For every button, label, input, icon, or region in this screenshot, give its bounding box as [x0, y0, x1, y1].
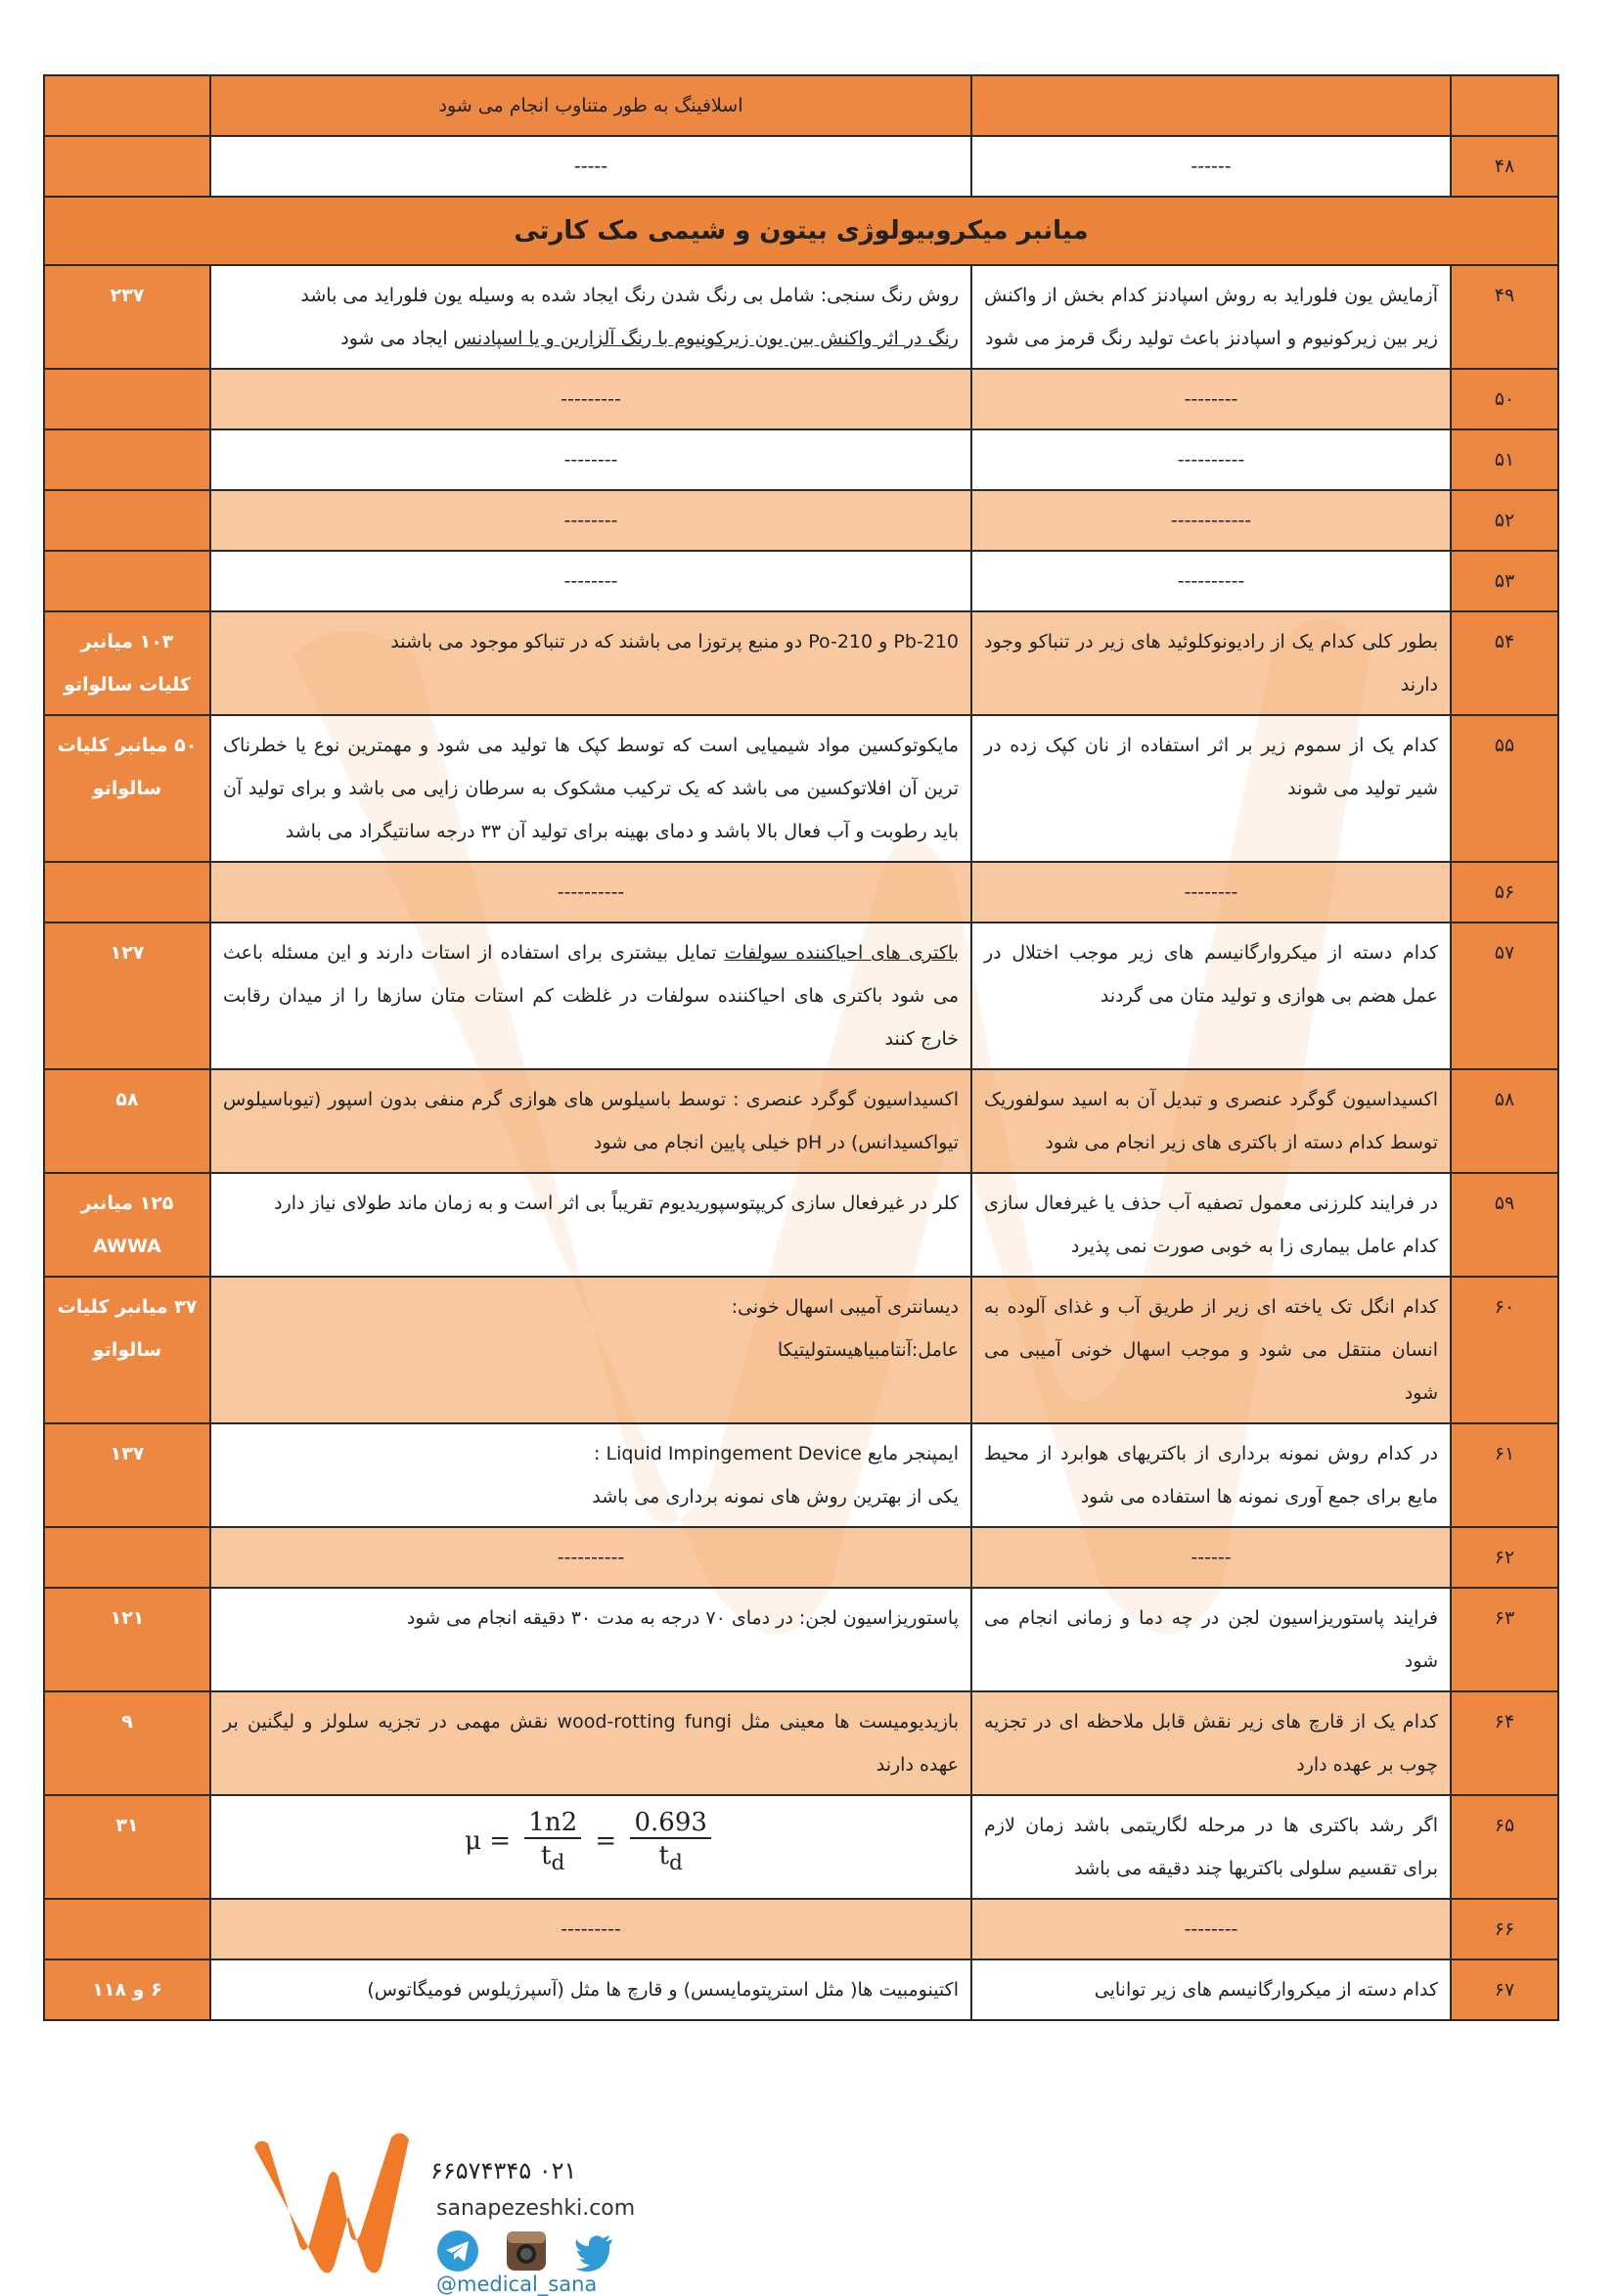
reference-cell: ۱۰۳ میانبر کلیات سالواتو: [44, 611, 210, 715]
row-number: ۶۶: [1451, 1899, 1558, 1959]
answer-text: عامل:آنتامبیاهیستولیتیکا: [777, 1339, 959, 1361]
telegram-icon[interactable]: [436, 2229, 479, 2273]
row-number: ۶۵: [1451, 1795, 1558, 1899]
table-row: [44, 490, 1558, 551]
answer-cell: --------: [210, 490, 971, 551]
answer-cell: [210, 1277, 971, 1423]
question-cell: در فرایند کلرزنی معمول تصفیه آب حذف یا غیرفعال سازی کدام عامل بیماری زا به خوبی صورت نمی پذیرد: [971, 1173, 1451, 1277]
answer-cell: Pb-210 و Po-210 دو منبع پرتوزا می باشند که در تنباکو موجود می باشند: [210, 611, 971, 715]
row-number: ۴۸: [1451, 136, 1558, 197]
question-cell: اگر رشد باکتری ها در مرحله لگاریتمی باشد زمان لازم برای تقسیم سلولی باکتریها چند دقیقه می باشد: [971, 1795, 1451, 1899]
answer-cell: ----------: [210, 862, 971, 923]
question-cell: آزمایش یون فلوراید به روش اسپادنز کدام بخش از واکنش زیر بین زیرکونیوم و اسپادنز باعث تولید رنگ قرمز می شود: [971, 265, 1451, 369]
social-icons: [436, 2229, 616, 2273]
formula-lhs: μ =: [465, 1825, 512, 1856]
reference-cell: ۵۸: [44, 1069, 210, 1173]
answer-text: یکی از بهترین روش های نمونه برداری می باشد: [592, 1486, 959, 1508]
reference-cell: ۳۷ میانبر کلیات سالواتو: [44, 1277, 210, 1423]
formula-fraction: [524, 1810, 581, 1874]
question-cell: فرایند پاستوریزاسیون لجن در چه دما و زمانی انجام می شود: [971, 1588, 1451, 1691]
question-cell: ----------: [971, 551, 1451, 611]
table-row: [44, 1588, 1558, 1691]
row-number: ۶۷: [1451, 1959, 1558, 2020]
row-number: ۵۸: [1451, 1069, 1558, 1173]
answer-text: تمایل بیشتری برای استفاده از استات دارند و این مسئله باعث می شود باکتری های احیاکننده سولفات در غلظت کم استات متان سازها را از میدان رقابت خارج کنند: [223, 942, 959, 1050]
question-cell: کدام یک از قارچ های زیر نقش قابل ملاحظه ای در تجزیه چوب بر عهده دارد: [971, 1691, 1451, 1795]
question-cell: ------: [971, 1527, 1451, 1588]
answer-cell: [210, 1423, 971, 1527]
table-row: [44, 429, 1558, 490]
question-cell: --------: [971, 1899, 1451, 1959]
formula-numerator: 0.693: [630, 1810, 710, 1839]
question-cell: ------------: [971, 490, 1451, 551]
reference-cell: ۱۲۱: [44, 1588, 210, 1691]
answer-text: روش رنگ سنجی: شامل بی رنگ شدن رنگ ایجاد شده به وسیله یون فلوراید می باشد: [300, 285, 959, 306]
answer-cell: [210, 923, 971, 1069]
formula-denominator: [630, 1839, 710, 1874]
formula-symbol: t: [658, 1841, 669, 1870]
instagram-icon[interactable]: [505, 2229, 548, 2273]
sana-logo: [245, 2128, 430, 2284]
table-row: [44, 1691, 1558, 1795]
reference-cell: [44, 862, 210, 923]
reference-cell: [44, 490, 210, 551]
answer-text: دیسانتری آمیبی اسهال خونی:: [731, 1296, 959, 1318]
reference-cell: ۵۰ میانبر کلیات سالواتو: [44, 715, 210, 862]
row-number: ۶۰: [1451, 1277, 1558, 1423]
reference-cell: [44, 75, 210, 136]
row-number: ۵۳: [1451, 551, 1558, 611]
reference-cell: [44, 369, 210, 429]
row-number: ۵۲: [1451, 490, 1558, 551]
row-number: ۶۴: [1451, 1691, 1558, 1795]
growth-rate-formula: [223, 1804, 959, 1874]
answer-cell: اسلافینگ به طور متناوب انجام می شود: [210, 75, 971, 136]
reference-cell: ۹: [44, 1691, 210, 1795]
answer-text: ایمپنجر مایع Liquid Impingement Device :: [594, 1443, 959, 1464]
twitter-icon[interactable]: [573, 2229, 616, 2273]
answer-underlined-text: رنگ در اثر واکنش بین یون زیرکونیوم با رنگ آلزارین و یا اسپادنس: [453, 328, 959, 349]
table-row: [44, 1277, 1558, 1423]
answer-cell: ---------: [210, 1899, 971, 1959]
table-row: [44, 715, 1558, 862]
table-row: [44, 1959, 1558, 2020]
table-row: [44, 923, 1558, 1069]
website-link[interactable]: sanapezeshki.com: [436, 2196, 636, 2221]
formula-fraction: [630, 1810, 710, 1874]
answer-cell: بازیدیومیست ها معینی مثل wood-rotting fungi نقش مهمی در تجزیه سلولز و لیگنین بر عهده دارند: [210, 1691, 971, 1795]
formula-subscript: d: [668, 1851, 683, 1876]
row-number: ۶۱: [1451, 1423, 1558, 1527]
phone-number: ۰۲۱ ۶۶۵۷۴۳۴۵: [430, 2157, 577, 2184]
answer-cell: [210, 1795, 971, 1899]
reference-cell: ۲۳۷: [44, 265, 210, 369]
row-number: ۵۶: [1451, 862, 1558, 923]
question-cell: ------: [971, 136, 1451, 197]
answer-cell: -----: [210, 136, 971, 197]
question-cell: در کدام روش نمونه برداری از باکتریهای هوابرد از محیط مایع برای جمع آوری نمونه ها استفاده می شود: [971, 1423, 1451, 1527]
row-number: [1451, 75, 1558, 136]
answer-cell: ----------: [210, 1527, 971, 1588]
answer-cell: اکتینومبیت ها( مثل استرپتومایسس) و قارچ ها مثل (آسپرژیلوس فومیگاتوس): [210, 1959, 971, 2020]
reference-cell: [44, 429, 210, 490]
qa-table: [43, 74, 1559, 2021]
question-cell: کدام یک از سموم زیر بر اثر استفاده از نان کپک زده در شیر تولید می شوند: [971, 715, 1451, 862]
table-row: [44, 75, 1558, 136]
table-row: [44, 369, 1558, 429]
answer-cell: --------: [210, 429, 971, 490]
answer-cell: اکسیداسیون گوگرد عنصری : توسط باسیلوس های هوازی گرم منفی بدون اسپور (تیوباسیلوس تیواکسیدانس) در pH خیلی پایین انجام می شود: [210, 1069, 971, 1173]
answer-cell: مایکوتوکسین مواد شیمیایی است که توسط کپک ها تولید می شود و مهمترین نوع یا خطرناک ترین آن افلاتوکسین می باشد که یک ترکیب مشکوک به سرطان زایی می باشد و برای تولید آن باید رطوبت و آب فعال بالا باشد و دمای بهینه برای تولید آن ۳۳ درجه سانتیگراد می باشد: [210, 715, 971, 862]
answer-cell: کلر در غیرفعال سازی کریپتوسپوریدیوم تقریباً بی اثر است و به زمان ماند طولای نیاز دارد: [210, 1173, 971, 1277]
reference-cell: [44, 1899, 210, 1959]
table-row: [44, 1173, 1558, 1277]
row-number: ۵۰: [1451, 369, 1558, 429]
answer-text: ایجاد می شود: [340, 328, 454, 349]
row-number: ۶۲: [1451, 1527, 1558, 1588]
reference-cell: [44, 1527, 210, 1588]
reference-cell: ۱۲۵ میانبر AWWA: [44, 1173, 210, 1277]
formula-equals: =: [595, 1825, 617, 1856]
table-row: [44, 1423, 1558, 1527]
table-row: [44, 136, 1558, 197]
question-cell: کدام دسته از میکروارگانیسم های زیر موجب اختلال در عمل هضم بی هوازی و تولید متان می گردند: [971, 923, 1451, 1069]
row-number: ۵۱: [1451, 429, 1558, 490]
formula-symbol: t: [541, 1841, 552, 1870]
table-row: [44, 1899, 1558, 1959]
question-cell: [971, 75, 1451, 136]
question-cell: --------: [971, 862, 1451, 923]
row-number: ۵۷: [1451, 923, 1558, 1069]
table-row: [44, 1527, 1558, 1588]
reference-cell: ۱۲۷: [44, 923, 210, 1069]
reference-cell: ۱۳۷: [44, 1423, 210, 1527]
footer: [245, 2128, 734, 2296]
social-handle[interactable]: @medical_sana: [436, 2273, 598, 2296]
question-cell: اکسیداسیون گوگرد عنصری و تبدیل آن به اسید سولفوریک توسط کدام دسته از باکتری های زیر انجام می شود: [971, 1069, 1451, 1173]
table-row: [44, 551, 1558, 611]
row-number: ۵۹: [1451, 1173, 1558, 1277]
formula-denominator: [524, 1839, 581, 1874]
reference-cell: [44, 136, 210, 197]
question-cell: --------: [971, 369, 1451, 429]
table-row: [44, 1069, 1558, 1173]
reference-cell: ۶ و ۱۱۸: [44, 1959, 210, 2020]
table-row: [44, 862, 1558, 923]
table-row: [44, 265, 1558, 369]
answer-cell: [210, 265, 971, 369]
question-cell: ----------: [971, 429, 1451, 490]
table-row: [44, 1795, 1558, 1899]
reference-cell: [44, 551, 210, 611]
row-number: ۴۹: [1451, 265, 1558, 369]
answer-cell: --------: [210, 551, 971, 611]
answer-cell: پاستوریزاسیون لجن: در دمای ۷۰ درجه به مدت ۳۰ دقیقه انجام می شود: [210, 1588, 971, 1691]
formula-subscript: d: [551, 1851, 565, 1876]
row-number: ۵۵: [1451, 715, 1558, 862]
answer-cell: ---------: [210, 369, 971, 429]
question-cell: بطور کلی کدام یک از رادیونوکلوئید های زیر در تنباکو وجود دارند: [971, 611, 1451, 715]
section-header-row: [44, 197, 1558, 265]
row-number: ۶۳: [1451, 1588, 1558, 1691]
section-title: میانبر میکروبیولوژی بیتون و شیمی مک کارتی: [44, 197, 1558, 265]
row-number: ۵۴: [1451, 611, 1558, 715]
answer-underlined-text: باکتری های احیاکننده سولفات: [724, 942, 959, 964]
question-cell: کدام انگل تک یاخته ای زیر از طریق آب و غذای آلوده به انسان منتقل می شود و موجب اسهال خونی آمیبی می شود: [971, 1277, 1451, 1423]
table-row: [44, 611, 1558, 715]
formula-numerator: 1n2: [524, 1810, 581, 1839]
reference-cell: ۳۱: [44, 1795, 210, 1899]
question-cell: کدام دسته از میکروارگانیسم های زیر توانایی: [971, 1959, 1451, 2020]
